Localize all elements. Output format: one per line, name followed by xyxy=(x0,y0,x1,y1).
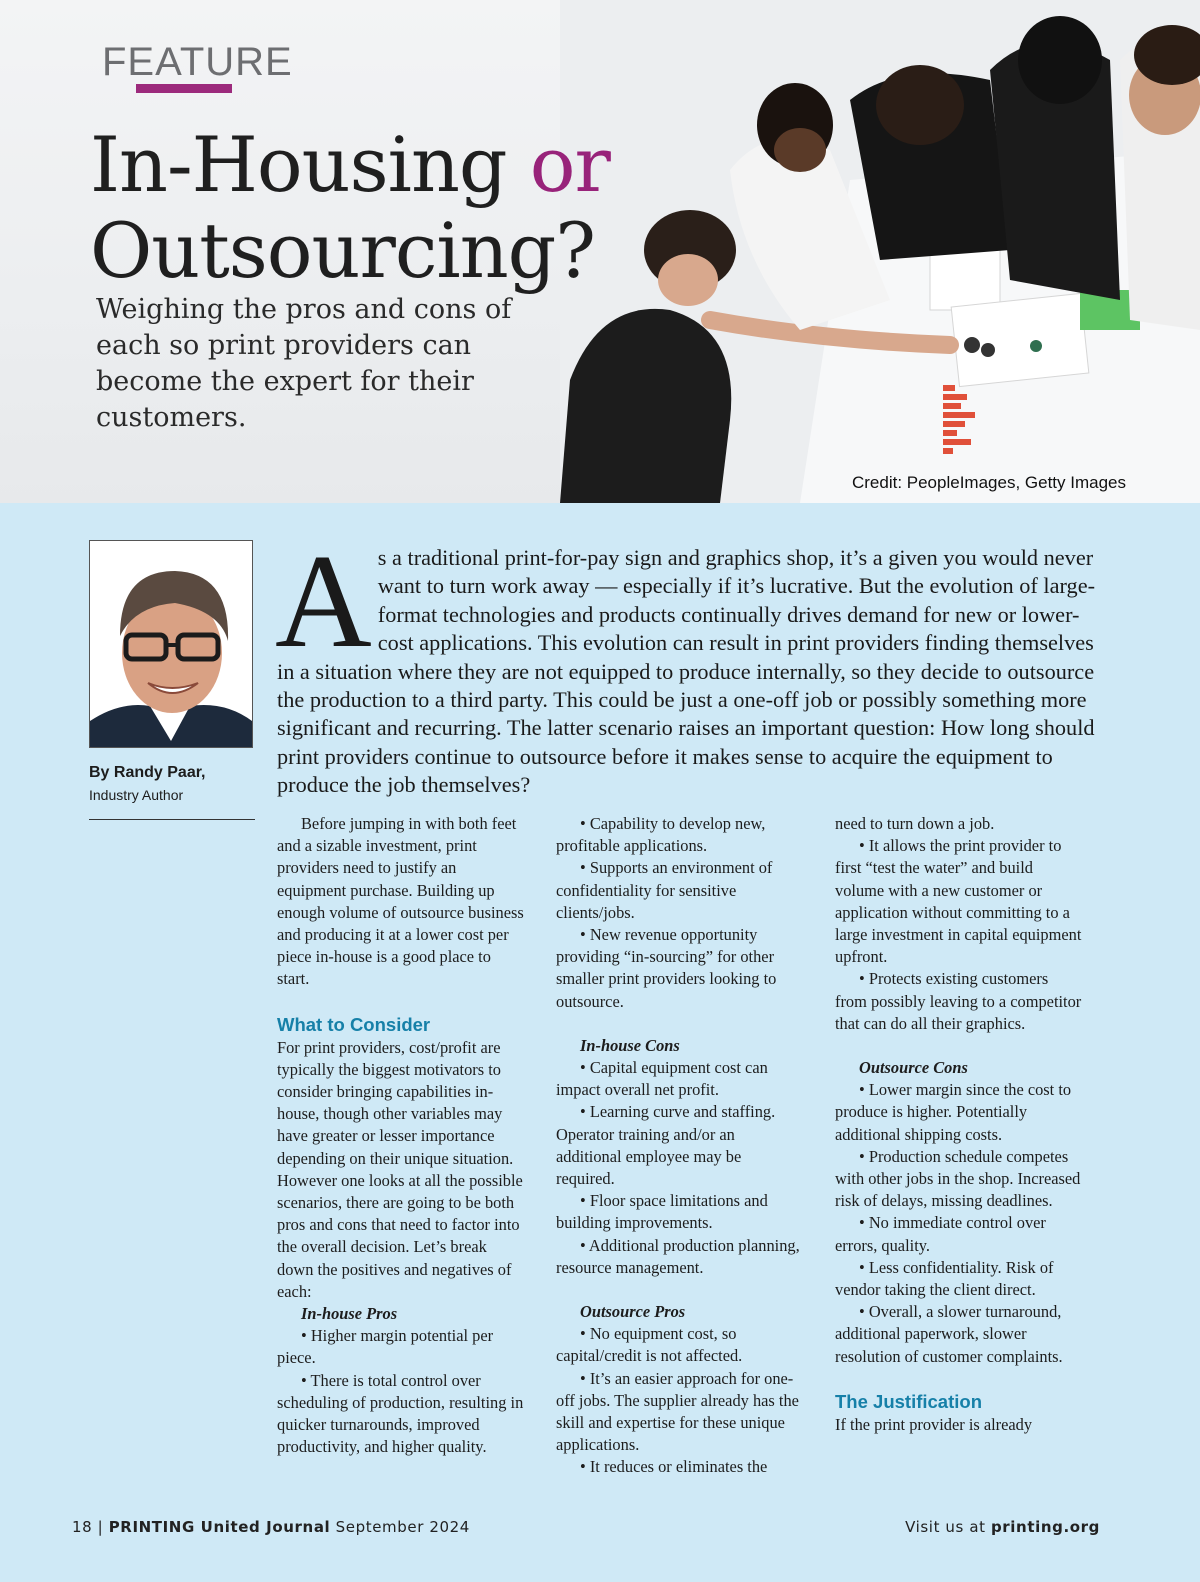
hero-banner xyxy=(0,0,1200,503)
lead-paragraph xyxy=(275,527,1107,800)
author-divider xyxy=(89,819,255,820)
list-item: • It’s an easier approach for one-off jobs. The supplier already has the skill and expertise for these unique applications. xyxy=(556,1368,799,1455)
text-column-1 xyxy=(277,813,525,1458)
page-footer-right xyxy=(905,1518,1100,1536)
list-item: • Supports an environment of confidentiality for sensitive clients/jobs. xyxy=(556,858,773,922)
page-footer-left xyxy=(72,1518,470,1536)
list-item: • It allows the print provider to first “test the water” and build volume with a new customer or application without committing to a large investment in capital equipment upfront. xyxy=(835,836,1082,967)
subheading-inhouse-pros: In-house Pros xyxy=(301,1304,398,1324)
consider-paragraph: For print providers, cost/profit are typically the biggest motivators to consider bringing capabilities in-house, though other variables may have greater or lesser importance depending on their unique situation. However one looks at all the possible scenarios, there are going to be both pros and cons that need to factor into the overall decision. Let’s break down the positives and negatives of each: xyxy=(277,1037,523,1301)
list-item: • There is total control over scheduling of production, resulting in quicker turnarounds, improved productivity, and higher quality. xyxy=(277,1370,524,1457)
intro-paragraph: Before jumping in with both feet and a sizable investment, print providers need to justify an equipment purchase. Building up enough volume of outsource business and producing it at a lower cost per piece in-house is a good place to start. xyxy=(277,814,524,989)
author-byline: By Randy Paar, xyxy=(89,764,206,781)
list-item: • No equipment cost, so capital/credit is not affected. xyxy=(556,1324,743,1366)
text-column-2 xyxy=(556,813,804,1479)
list-item: • New revenue opportunity providing “in-sourcing” for other smaller print providers looking to outsource. xyxy=(556,925,777,1011)
justification-paragraph: If the print provider is already xyxy=(835,1414,1033,1434)
footer-separator: | xyxy=(97,1518,104,1536)
list-item: • Overall, a slower turnaround, additional paperwork, slower resolution of customer complaints. xyxy=(835,1302,1063,1366)
team-meeting-photo xyxy=(560,0,1200,503)
subheading-inhouse-cons: In-house Cons xyxy=(580,1035,680,1055)
list-item: • Production schedule competes with other jobs in the shop. Increased risk of delays, missing deadlines. xyxy=(835,1146,1081,1211)
list-item: • Additional production planning, resource management. xyxy=(556,1235,800,1277)
drop-cap: A xyxy=(275,527,372,675)
author-role: Industry Author xyxy=(89,787,184,803)
publication-name: PRINTING United Journal xyxy=(108,1518,331,1536)
title-part-2: Outsourcing? xyxy=(90,206,596,295)
article-subtitle: Weighing the pros and cons of each so print providers can become the expert for their customers. xyxy=(96,294,512,433)
title-accent: or xyxy=(529,120,610,209)
list-item: • Capability to develop new, profitable applications. xyxy=(556,814,766,856)
list-item: • Capital equipment cost can impact overall net profit. xyxy=(556,1058,768,1100)
list-item: • Lower margin since the cost to produce is higher. Potentially additional shipping costs. xyxy=(835,1080,1072,1144)
author-headshot xyxy=(89,540,253,748)
website-link[interactable]: printing.org xyxy=(990,1518,1100,1536)
issue-date: September 2024 xyxy=(335,1518,470,1536)
section-kicker: FEATURE xyxy=(102,40,293,84)
lead-text: s a traditional print-for-pay sign and graphics shop, it’s a given you would never want to turn work away — especially if it’s lucrative. But the evolution of large-format technologies and products continually drives demand for new or lower-cost applications. This evolution can result in print providers finding themselves in a situation where they are not equipped to produce internally, so they decide to outsource the production to a third party. This could be just a one-off job or possibly something more significant and recurring. The latter scenario raises an important question: How long should print providers continue to outsource before it makes sense to acquire the equipment to produce the job themselves? xyxy=(277,545,1096,798)
text-column-3 xyxy=(835,813,1083,1436)
list-item: • Learning curve and staffing. Operator training and/or an additional employee may be required. xyxy=(556,1102,776,1189)
list-item: need to turn down a job. xyxy=(835,814,995,833)
page-number: 18 xyxy=(72,1518,93,1536)
title-part-1: In-Housing xyxy=(90,120,530,209)
list-item: • No immediate control over errors, quality. xyxy=(835,1213,1046,1255)
list-item: • Less confidentiality. Risk of vendor taking the client direct. xyxy=(835,1257,1054,1300)
photo-credit: Credit: PeopleImages, Getty Images xyxy=(851,473,1126,492)
visit-prefix: Visit us at xyxy=(905,1518,986,1536)
list-item: • Higher margin potential per piece. xyxy=(277,1326,494,1368)
subheading-outsource-pros: Outsource Pros xyxy=(580,1302,686,1322)
list-item: • It reduces or eliminates the xyxy=(580,1457,768,1477)
heading-what-to-consider: What to Consider xyxy=(277,1013,431,1035)
kicker-underline xyxy=(136,84,232,93)
list-item: • Protects existing customers from possibly leaving to a competitor that can do all their graphics. xyxy=(835,969,1082,1033)
article-title xyxy=(90,122,610,294)
list-item: • Floor space limitations and building improvements. xyxy=(556,1191,768,1233)
heading-the-justification: The Justification xyxy=(835,1390,982,1412)
subheading-outsource-cons: Outsource Cons xyxy=(859,1058,968,1078)
